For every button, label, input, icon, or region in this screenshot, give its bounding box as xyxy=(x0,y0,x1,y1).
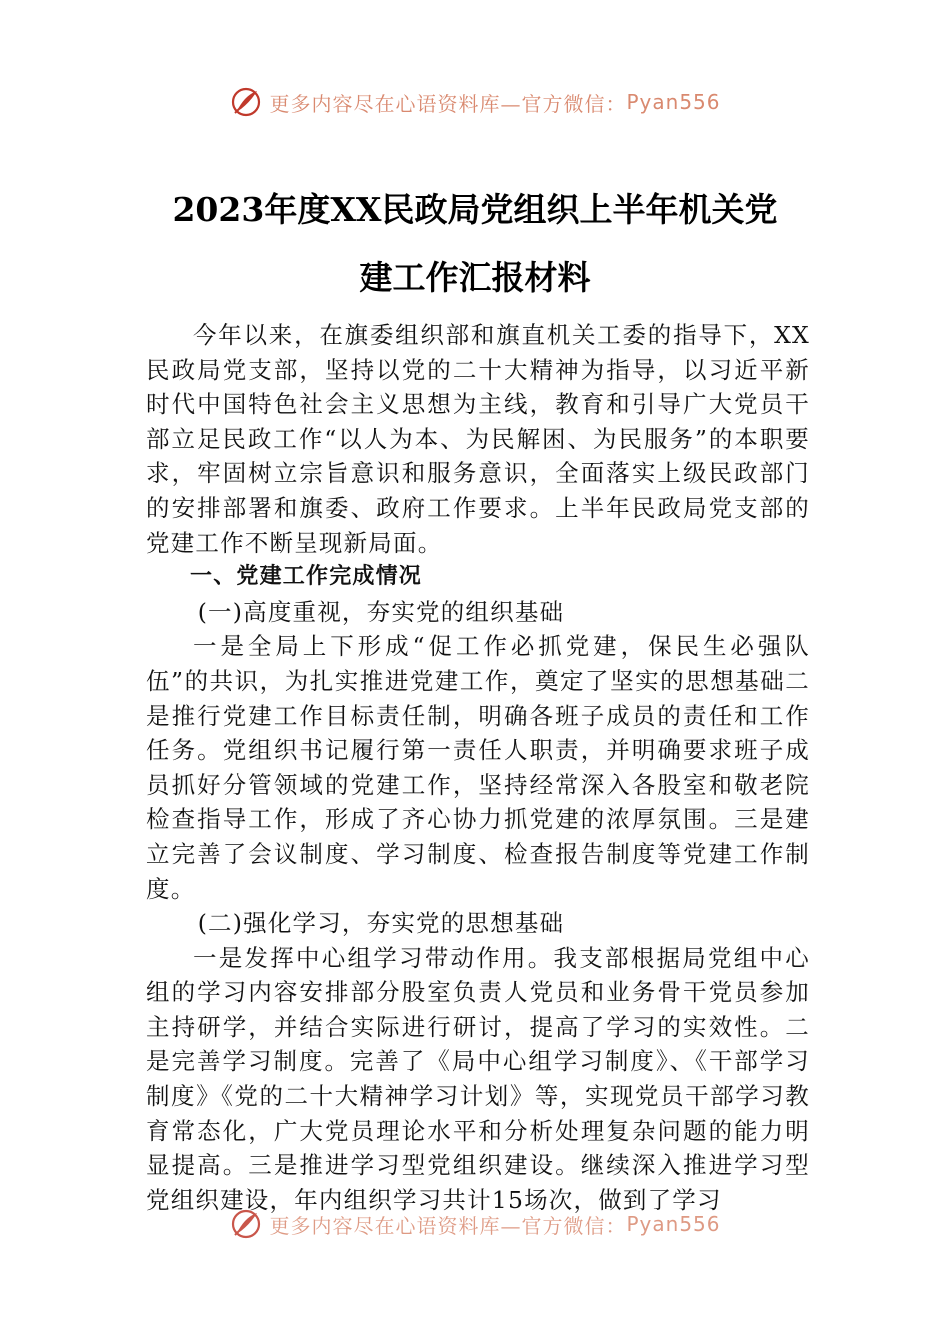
document-title-line1: 2023年度XX民政局党组织上半年机关党 xyxy=(172,190,778,229)
body-paragraph-1: 一是全局上下形成“促工作必抓党建，保民生必强队伍”的共识，为扎实推进党建工作，奠定了坚实的思想基础二是推行党建工作目标责任制，明确各班子成员的责任和工作任务。党组织书记履行第一责任人职责，并明确要求班子成员抓好分管领域的党建工作，坚持经常深入各股室和敬老院检查指导工作，形成了齐心协力抓党建的浓厚氛围。三是建立完善了会议制度、学习制度、检查报告制度等党建工作制度。 xyxy=(146,632,810,903)
body-paragraph-2: 一是发挥中心组学习带动作用。我支部根据局党组中心组的学习内容安排部分股室负责人党员和业务骨干党员参加主持研学，并结合实际进行研讨，提高了学习的实效性。二是完善学习制度。完善了《局中心组学习制度》、《干部学习制度》《党的二十大精神学习计划》等，实现党员干部学习教育常态化，广大党员理论水平和分析处理复杂问题的能力明显提高。三是推进学习型党组织建设。继续深入推进学习型党组织建设，年内组织学习共计15场次，做到了学习 xyxy=(146,943,810,1214)
watermark-wechat-id: Pyan556 xyxy=(626,90,721,114)
watermark-banner-bottom xyxy=(0,1204,950,1244)
watermark-wechat-id: Pyan556 xyxy=(626,1212,721,1236)
subsection-heading-1: (一)高度重视，夯实党的组织基础 xyxy=(197,597,565,626)
watermark-text: 更多内容尽在心语资料库—官方微信： xyxy=(269,1213,627,1238)
document-body xyxy=(146,318,810,1217)
intro-paragraph: 今年以来，在旗委组织部和旗直机关工委的指导下，XX民政局党支部，坚持以党的二十大精神为指导，以习近平新时代中国特色社会主义思想为主线，教育和引导广大党员干部立足民政工作“以人为本、为民解困、为民服务”的本职要求，牢固树立宗旨意识和服务意识，全面落实上级民政部门的安排部署和旗委、政府工作要求。上半年民政局党支部的党建工作不断呈现新局面。 xyxy=(146,321,810,557)
subsection-heading-2: (二)强化学习，夯实党的思想基础 xyxy=(197,909,565,938)
watermark-banner-top xyxy=(0,82,950,122)
watermark-text: 更多内容尽在心语资料库—官方微信： xyxy=(269,91,627,116)
document-title-line2: 建工作汇报材料 xyxy=(359,258,591,297)
quill-logo-icon xyxy=(229,1207,263,1241)
quill-logo-icon xyxy=(229,85,263,119)
section-heading-1: 一、党建工作完成情况 xyxy=(190,564,423,590)
